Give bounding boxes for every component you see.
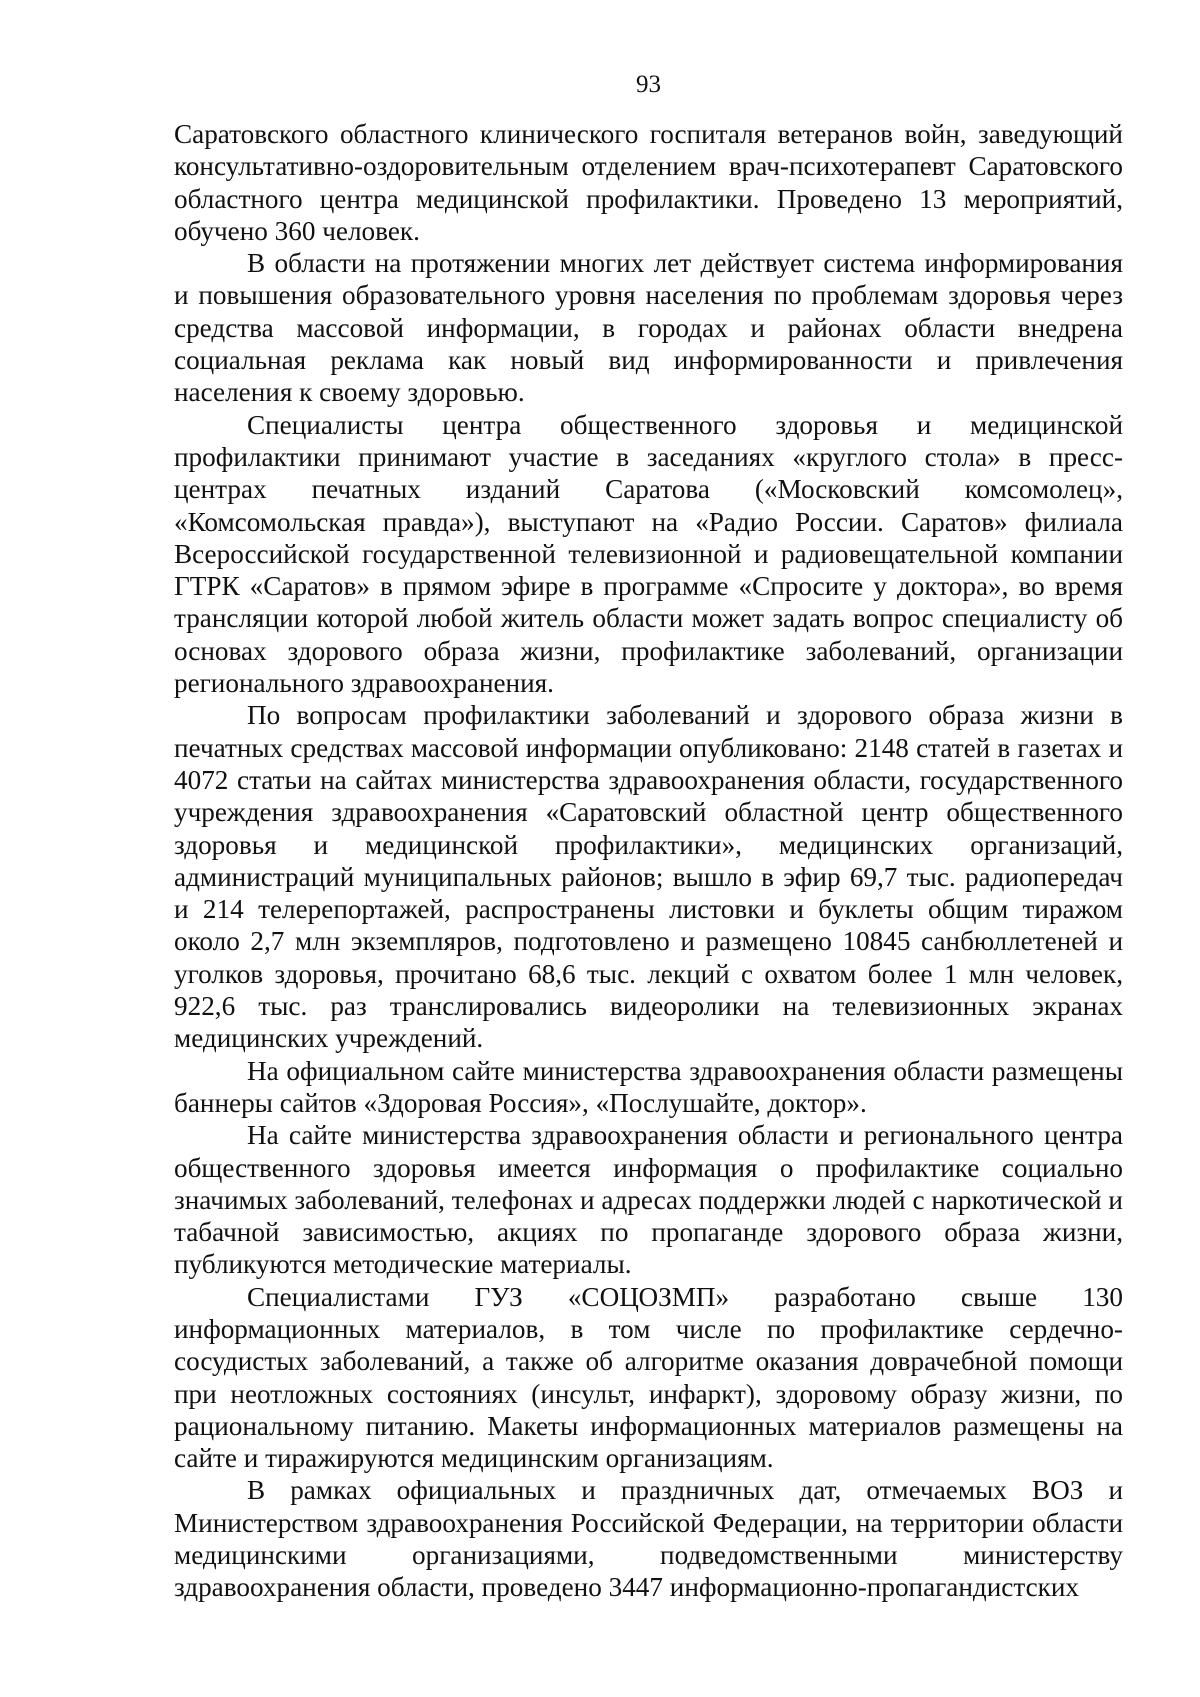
paragraph-banners: На официальном сайте министерства здравоохранения области размещены баннеры сайтов «Здоровая Россия», «Послушайте, доктор». bbox=[174, 1055, 1123, 1118]
paragraph-official-dates: В рамках официальных и праздничных дат, отмечаемых ВОЗ и Министерством здравоохранения Российской Федерации, на территории области медицинскими организациями, подведомственными министерству здравоохранения области, проведено 3447 информационно-пропагандистских bbox=[174, 1475, 1123, 1603]
document-body bbox=[174, 118, 1123, 1604]
paragraph-mass-media-system: В области на протяжении многих лет действует система информирования и повышения образовательного уровня населения по проблемам здоровья через средства массовой информации, в городах и районах области внедрена социальная реклама как новый вид информированности и привлечения населения к своему здоровью. bbox=[174, 248, 1123, 408]
paragraph-continuation: Саратовского областного клинического госпиталя ветеранов войн, заведующий консультативно-оздоровительным отделением врач-психотерапевт Саратовского областного центра медицинской профилактики. Проведено 13 мероприятий, обучено 360 человек. bbox=[174, 119, 1123, 246]
paragraph-website-info: На сайте министерства здравоохранения области и регионального центра общественного здоровья имеется информация о профилактике социально значимых заболеваний, телефонах и адресах поддержки людей с наркотической и табачной зависимостью, акциях по пропаганде здорового образа жизни, публикуются методические материалы. bbox=[174, 1120, 1123, 1280]
paragraph-info-materials: Специалистами ГУЗ «СОЦОЗМП» разработано свыше 130 информационных материалов, в том числе по профилактике сердечно-сосудистых заболеваний, а также об алгоритме оказания доврачебной помощи при неотложных состояниях (инсульт, инфаркт), здоровому образу жизни, по рациональному питанию. Макеты информационных материалов размещены на сайте и тиражируются медицинским организациям. bbox=[174, 1281, 1123, 1474]
document-page bbox=[174, 0, 1123, 1697]
paragraph-publications-stats: По вопросам профилактики заболеваний и здорового образа жизни в печатных средствах массовой информации опубликовано: 2148 статей в газетах и 4072 статьи на сайтах министерства здравоохранения области, государственного учреждения здравоохранения «Саратовский областной центр общественного здоровья и медицинской профилактики», медицинских организаций, администраций муниципальных районов; вышло в эфир 69,7 тыс. радиопередач и 214 телерепортажей, распространены листовки и буклеты общим тиражом около 2,7 млн экземпляров, подготовлено и размещено 10845 санбюллетеней и уголков здоровья, прочитано 68,6 тыс. лекций с охватом более 1 млн человек, 922,6 тыс. раз транслировались видеоролики на телевизионных экранах медицинских учреждений. bbox=[174, 700, 1123, 1054]
page-number: 93 bbox=[636, 71, 661, 98]
paragraph-round-table-radio: Специалисты центра общественного здоровья и медицинской профилактики принимают участие в заседаниях «круглого стола» в пресс-центрах печатных изданий Саратова («Московский комсомолец», «Комсомольская правда»), выступают на «Радио России. Саратов» филиала Всероссийской государственной телевизионной и радиовещательной компании ГТРК «Саратов» в прямом эфире в программе «Спросите у доктора», во время трансляции которой любой житель области может задать вопрос специалисту об основах здорового образа жизни, профилактике заболеваний, организации регионального здравоохранения. bbox=[174, 409, 1123, 699]
